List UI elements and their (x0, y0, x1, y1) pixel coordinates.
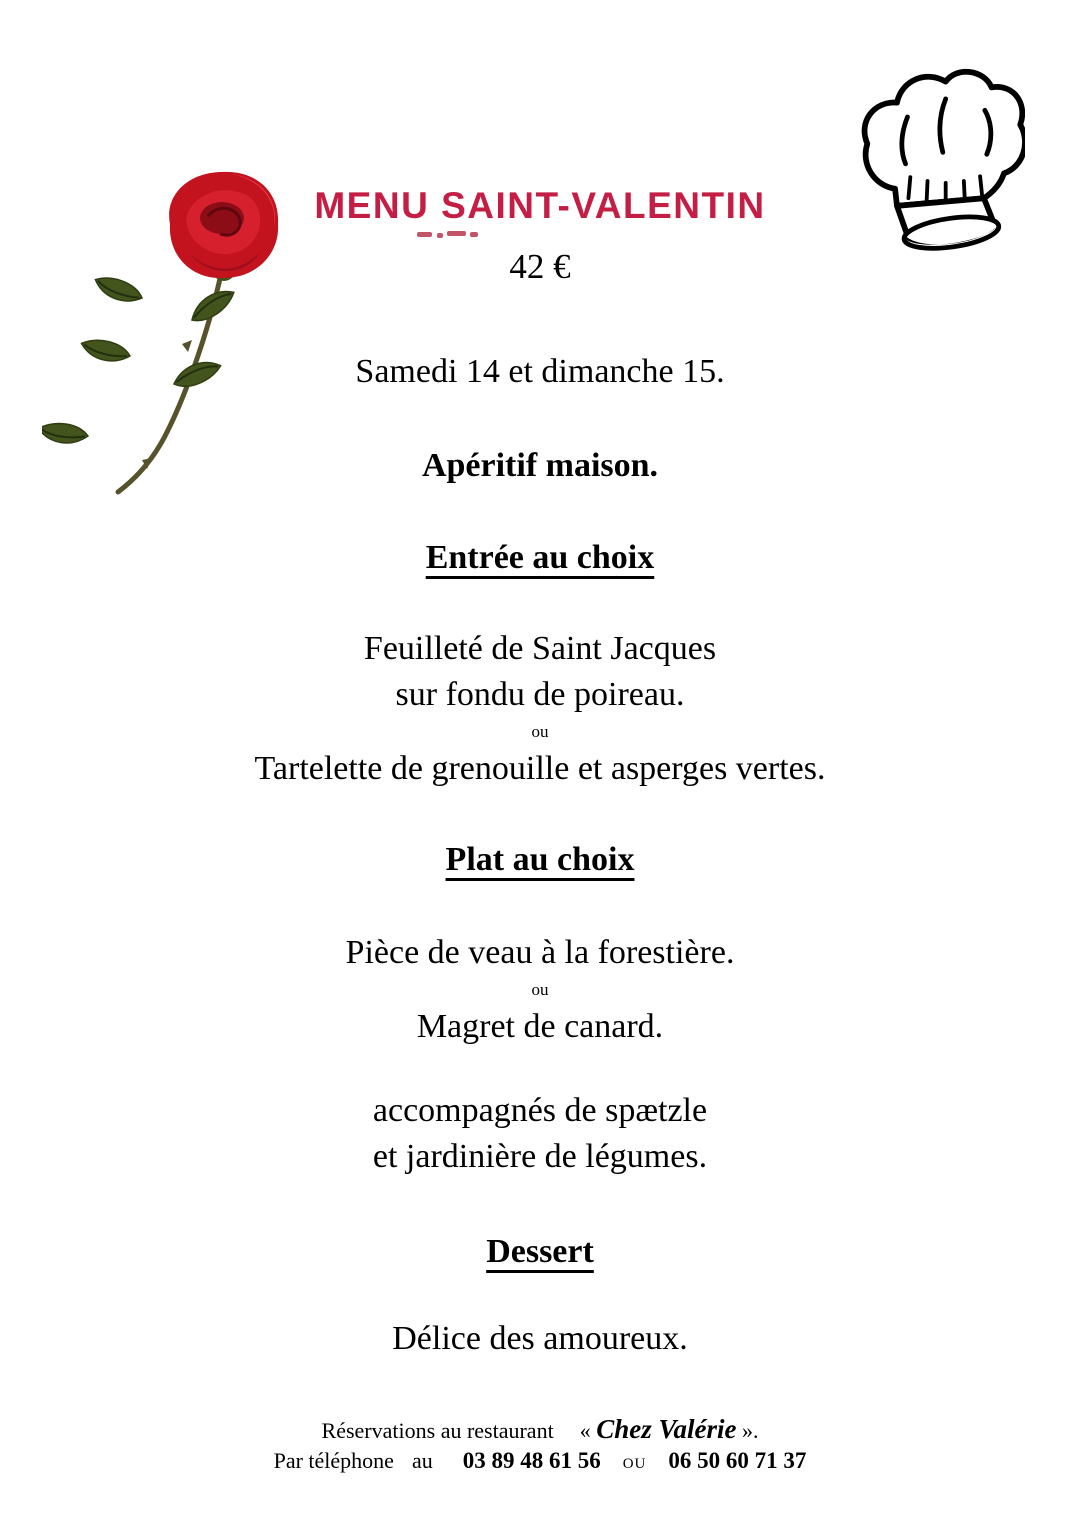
or-separator: ou (531, 722, 549, 741)
page-title: MENU SAINT-VALENTIN (314, 185, 766, 226)
phone-line (0, 1446, 1080, 1476)
dish-line: Feuilleté de Saint Jacques (363, 630, 717, 667)
side-dish-line: accompagnés de spætzle (372, 1092, 708, 1129)
aperitif-line: Apéritif maison. (421, 447, 659, 484)
phone-or-separator: ou (622, 1448, 647, 1473)
phone-number-primary: 03 89 48 61 56 (462, 1448, 601, 1473)
phone-number-secondary: 06 50 60 71 37 (668, 1448, 807, 1473)
dates-line: Samedi 14 et dimanche 15. (355, 353, 725, 390)
dish-line: Tartelette de grenouille et asperges vertes. (254, 750, 826, 787)
reservation-line (0, 1414, 1080, 1446)
section-heading-entree: Entrée au choix (425, 539, 655, 576)
dish-line: Magret de canard. (416, 1008, 664, 1045)
restaurant-name: Chez Valérie (596, 1414, 737, 1444)
quote-close: ». (741, 1418, 759, 1443)
or-separator: ou (531, 980, 549, 999)
quote-open: « (579, 1418, 591, 1443)
dish-line: Délice des amoureux. (392, 1320, 688, 1357)
dish-line: sur fondu de poireau. (395, 676, 685, 713)
section-heading-dessert: Dessert (486, 1233, 594, 1270)
phone-preposition: au (411, 1448, 433, 1473)
price-label: 42 € (509, 247, 571, 286)
dish-line: Pièce de veau à la forestière. (345, 934, 735, 971)
section-heading-plat: Plat au choix (445, 841, 635, 878)
phone-label: Par téléphone (273, 1448, 394, 1473)
reservation-label: Réservations au restaurant (321, 1418, 554, 1443)
side-dish-line: et jardinière de légumes. (372, 1138, 708, 1175)
